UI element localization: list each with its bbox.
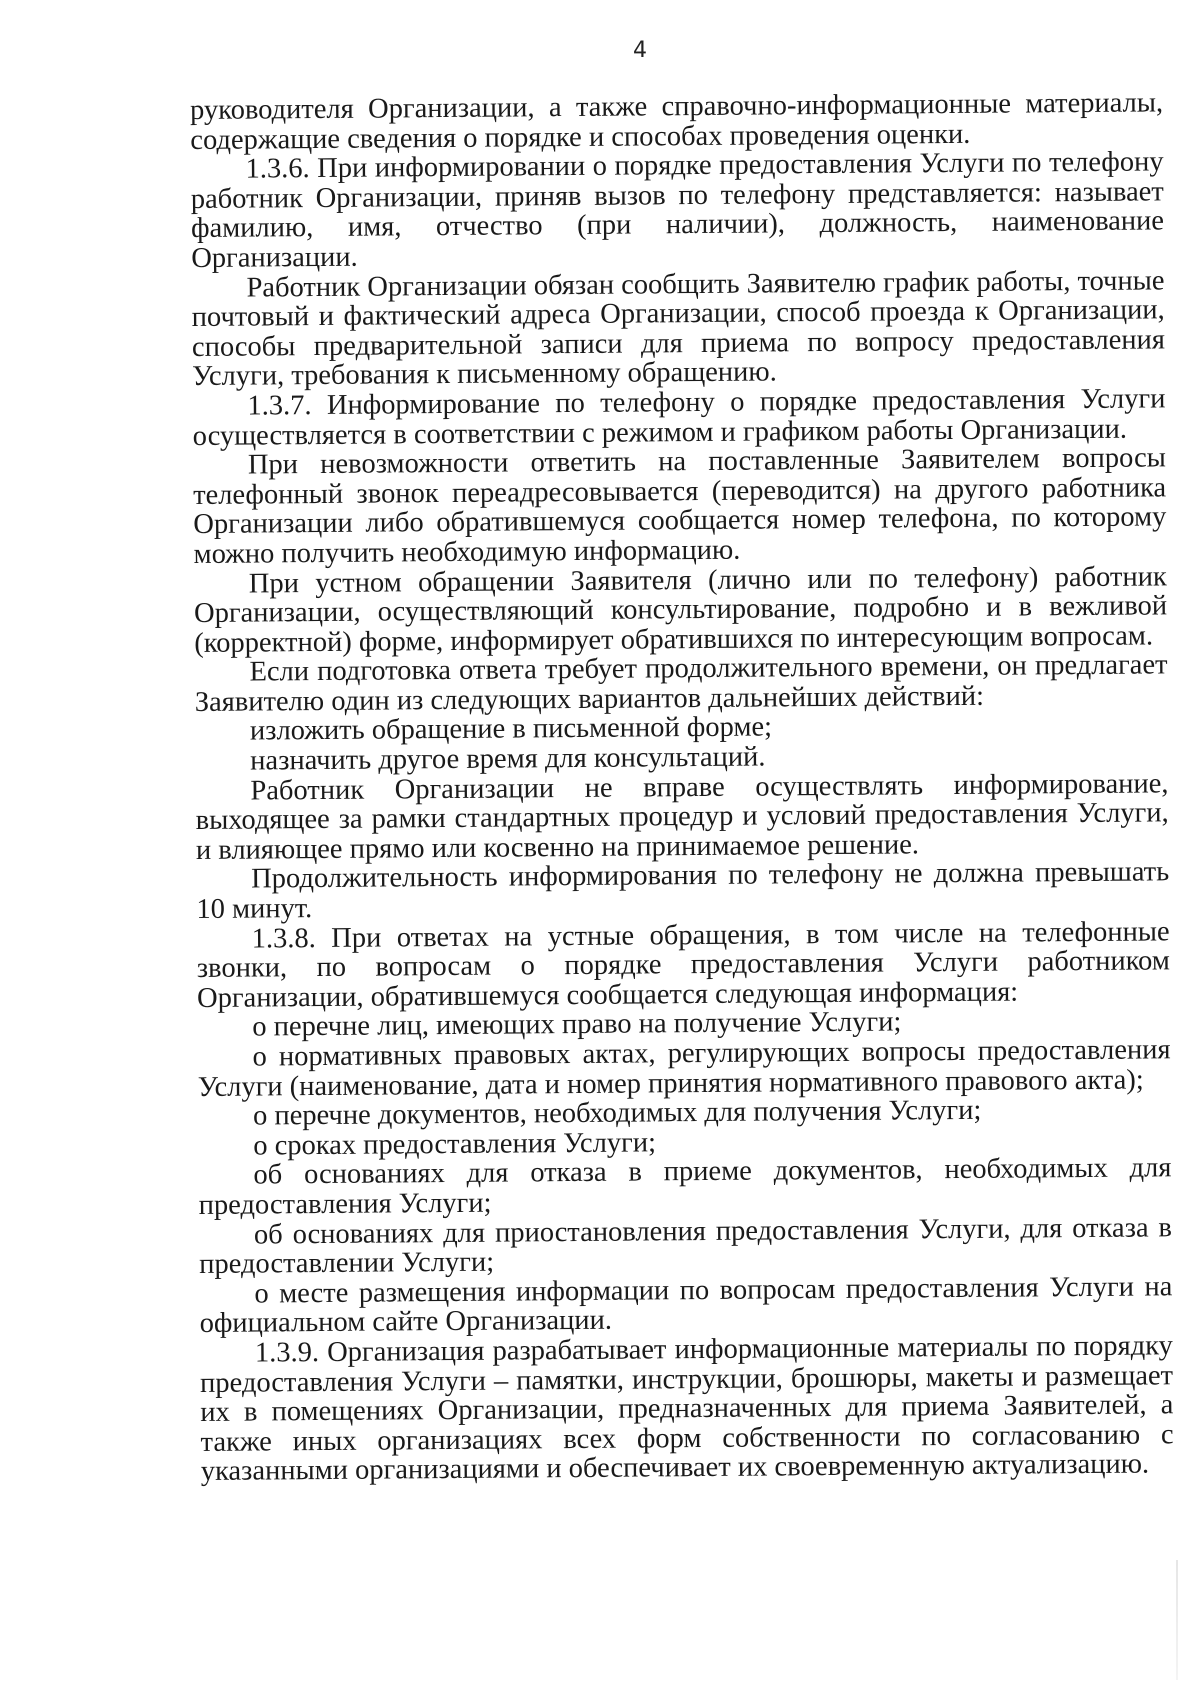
paragraph: Работник Организации обязан сообщить Заявителю график работы, точные почтовый и фактический адреса Организации, способ проезда к Организации, способы предварительной записи для приема по вопросу предоставления Услуги, требования к письменному обращению.: [191, 264, 1166, 393]
paragraph: изложить обращение в письменной форме;: [249, 711, 773, 748]
paragraph: о нормативных правовых актах, регулирующих вопросы предоставления Услуги (наименование, дата и номер принятия нормативного правового акта);: [197, 1034, 1171, 1103]
paragraph: Продолжительность информирования по телефону не должна превышать 10 минут.: [196, 856, 1170, 926]
paragraph: о перечне лиц, имеющих право на получение Услуги;: [252, 1006, 902, 1043]
paragraph: об основаниях для отказа в приеме документов, необходимых для предоставления Услуги;: [198, 1152, 1172, 1221]
paragraph: Если подготовка ответа требует продолжительного времени, он предлагает Заявителю один из следующих вариантов дальнейших действий:: [194, 649, 1168, 718]
paragraph: руководителя Организации, а также справочно-информационные материалы, содержащие сведения о порядке и способах проведения оценки.: [189, 87, 1164, 156]
paragraph: о сроках предоставления Услуги;: [253, 1127, 657, 1162]
paragraph: Работник Организации не вправе осуществлять информирование, выходящее за рамки стандартных процедур и условий предоставления Услуги, и влияющее прямо или косвенно на принимаемое решение.: [195, 767, 1169, 866]
paragraph: о перечне документов, необходимых для получения Услуги;: [252, 1095, 982, 1132]
paragraph: об основаниях для приостановления предоставления Услуги, для отказа в предоставлении Услуги;: [199, 1211, 1173, 1281]
paragraph: 1.3.6. При информировании о порядке предоставления Услуги по телефону работник Организации, приняв вызов по телефону представляется: называет фамилию, имя, отчество (при наличии), должность, наименование Организации.: [190, 146, 1165, 274]
paragraph: При невозможности ответить на поставленные Заявителем вопросы телефонный звонок переадресовывается (переводится) на другого работника Организации либо обратившемуся сообщается номер телефона, по которому можно получить необходимую информацию.: [193, 442, 1167, 570]
paragraph: При устном обращении Заявителя (лично или по телефону) работник Организации, осуществляющий консультирование, подробно и в вежливой (корректной) форме, информирует обратившихся по интересующим вопросам.: [193, 560, 1168, 659]
paragraph: назначить другое время для консультаций.: [250, 741, 766, 777]
paragraph: 1.3.7. Информирование по телефону о порядке предоставления Услуги осуществляется в соответствии с режимом и графиком работы Организации.: [192, 383, 1166, 452]
paragraph: о месте размещения информации по вопросам предоставления Услуги на официальном сайте Организации.: [199, 1271, 1173, 1340]
paragraph: 1.3.9. Организация разрабатывает информационные материалы по порядку предоставления Услуги – памятки, инструкции, брошюры, макеты и размещает их в помещениях Организации, предназначенных для приема Заявителей, а также иных организациях всех форм собственности по согласованию с указанными организациями и обеспечивает их своевременную актуализацию.: [199, 1330, 1174, 1488]
paragraph: 1.3.8. При ответах на устные обращения, в том числе на телефонные звонки, по вопросам о порядке предоставления Услуги работником Организации, обратившемуся сообщается следующая информация:: [196, 915, 1170, 1014]
document-body: [190, 88, 1174, 1487]
page-number: 4: [633, 38, 647, 63]
scan-edge-artifact: [1176, 1560, 1178, 1680]
